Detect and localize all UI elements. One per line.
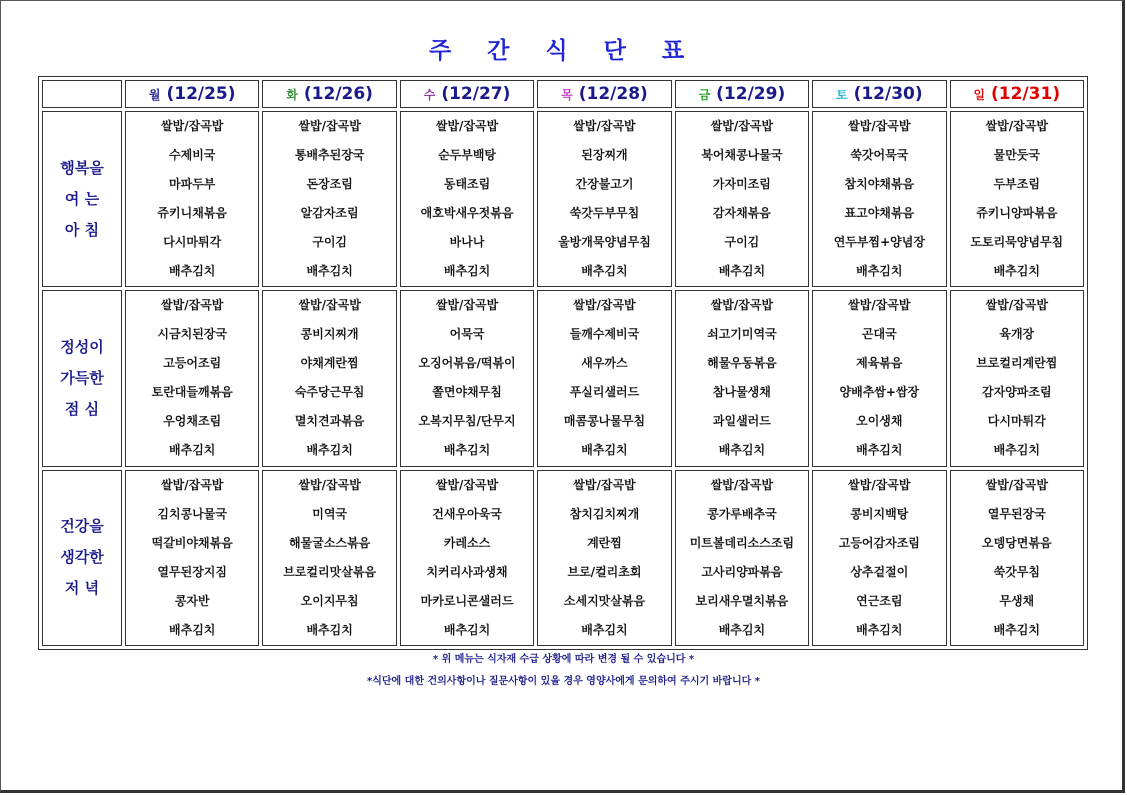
menu-item: 쑥갓무침 xyxy=(993,564,1040,579)
menu-item: 쌀밥/잡곡밥 xyxy=(710,298,774,313)
menu-item: 다시마튀각 xyxy=(163,235,222,249)
menu-item: 육개장 xyxy=(999,327,1035,342)
menu-item: 마카로니콘샐러드 xyxy=(420,593,514,608)
meal-label: 건강을 생각한 저 녁 xyxy=(42,470,122,646)
menu-cell xyxy=(675,111,809,287)
day-date: (12/31) xyxy=(991,84,1061,104)
menu-item: 두부조림 xyxy=(993,177,1040,191)
menu-item: 쌀밥/잡곡밥 xyxy=(573,477,636,492)
menu-item: 미트볼데리소스조림 xyxy=(689,535,795,550)
menu-item: 쌀밥/잡곡밥 xyxy=(985,477,1048,492)
menu-body xyxy=(42,111,1084,646)
menu-item: 제육볶음 xyxy=(856,356,903,371)
menu-cell xyxy=(950,290,1084,466)
menu-cell xyxy=(262,290,396,466)
menu-item: 치커리사과생채 xyxy=(426,564,508,579)
menu-item: 토란대들깨볶음 xyxy=(151,385,233,400)
meal-row xyxy=(42,470,1084,646)
day-icon: 토 xyxy=(835,87,848,102)
day-header xyxy=(675,80,809,108)
menu-item: 푸실리샐러드 xyxy=(569,385,640,400)
menu-item: 숙주당근무침 xyxy=(294,385,365,400)
menu-item: 배추김치 xyxy=(169,622,216,637)
menu-item: 마파두부 xyxy=(169,177,216,191)
menu-item: 열무된장지짐 xyxy=(157,564,227,579)
menu-cell xyxy=(400,111,534,287)
menu-item: 곤대국 xyxy=(861,327,897,342)
menu-item: 쌀밥/잡곡밥 xyxy=(435,298,499,313)
menu-item: 멸치견과볶음 xyxy=(294,414,365,429)
menu-item: 매콤콩나물무침 xyxy=(563,414,646,429)
day-date: (12/29) xyxy=(716,84,786,104)
day-header xyxy=(812,80,946,108)
menu-item: 순두부백탕 xyxy=(438,148,497,162)
menu-cell xyxy=(125,111,259,287)
menu-item: 오뎅당면볶음 xyxy=(981,535,1052,550)
menu-item: 참치야채볶음 xyxy=(844,177,915,191)
menu-item: 배추김치 xyxy=(993,443,1040,458)
menu-cell xyxy=(537,470,671,646)
menu-cell xyxy=(537,290,671,466)
menu-item: 들깨수제비국 xyxy=(569,327,640,342)
menu-item: 야채계란찜 xyxy=(300,356,359,371)
menu-item: 쇠고기미역국 xyxy=(707,327,777,342)
menu-cell xyxy=(537,111,671,287)
menu-item: 고등어감자조림 xyxy=(838,535,920,550)
menu-item: 간장불고기 xyxy=(575,177,634,191)
menu-cell xyxy=(262,470,396,646)
menu-item: 오복지무침/단무지 xyxy=(418,414,516,429)
meal-row xyxy=(42,111,1084,287)
menu-item: 해물굴소스볶음 xyxy=(289,535,371,550)
menu-item: 콩가루배추국 xyxy=(707,506,777,521)
menu-item: 배추김치 xyxy=(993,622,1040,637)
menu-item: 연근조림 xyxy=(856,593,903,608)
menu-item: 물만둣국 xyxy=(993,148,1040,162)
menu-cell xyxy=(812,470,946,646)
menu-item: 양배추쌈+쌈장 xyxy=(839,385,920,400)
day-header xyxy=(262,80,396,108)
page-title: 주 간 식 단 표 xyxy=(428,38,699,64)
menu-item: 열무된장국 xyxy=(987,506,1046,521)
menu-cell xyxy=(812,111,946,287)
day-icon: 일 xyxy=(973,87,986,102)
menu-item: 쌀밥/잡곡밥 xyxy=(848,119,911,133)
menu-item: 브로컬리계란찜 xyxy=(976,356,1058,371)
menu-item: 가자미조림 xyxy=(712,177,771,191)
menu-item: 무생채 xyxy=(999,593,1035,608)
weekly-menu-table xyxy=(38,76,1088,650)
menu-item: 배추김치 xyxy=(306,443,353,458)
menu-cell xyxy=(950,470,1084,646)
menu-item: 북어채콩나물국 xyxy=(701,148,783,162)
menu-item: 소세지맛살볶음 xyxy=(563,593,646,608)
menu-item: 떡갈비야채볶음 xyxy=(151,535,233,550)
day-date: (12/25) xyxy=(166,84,236,104)
menu-item: 쑥갓어묵국 xyxy=(850,148,909,162)
menu-cell xyxy=(262,111,396,287)
menu-item: 쌀밥/잡곡밥 xyxy=(435,477,499,492)
menu-item: 애호박새우젓볶음 xyxy=(420,206,514,220)
day-icon: 화 xyxy=(286,87,298,102)
menu-item: 과일샐러드 xyxy=(712,414,771,429)
menu-item: 쌀밥/잡곡밥 xyxy=(710,119,774,133)
menu-item: 쌀밥/잡곡밥 xyxy=(848,477,911,492)
day-date: (12/26) xyxy=(303,84,373,104)
menu-item: 배추김치 xyxy=(581,622,628,637)
menu-item: 쌀밥/잡곡밥 xyxy=(985,119,1048,133)
menu-cell xyxy=(675,290,809,466)
menu-item: 배추김치 xyxy=(443,443,491,458)
menu-item: 울방개묵양념무침 xyxy=(558,235,651,249)
day-date: (12/30) xyxy=(853,84,923,104)
menu-cell xyxy=(400,470,534,646)
menu-item: 보리새우멸치볶음 xyxy=(695,593,789,608)
menu-item: 우엉채조림 xyxy=(163,414,222,429)
menu-cell xyxy=(812,290,946,466)
day-date: (12/28) xyxy=(578,84,648,104)
menu-item: 고사리양파볶음 xyxy=(701,564,783,579)
menu-item: 쌀밥/잡곡밥 xyxy=(161,477,224,492)
corner-cell xyxy=(42,80,122,108)
menu-item: 구이김 xyxy=(724,235,760,249)
day-header xyxy=(400,80,534,108)
menu-cell xyxy=(675,470,809,646)
day-icon: 월 xyxy=(148,87,161,102)
menu-item: 브로컬리맛살볶음 xyxy=(283,564,376,579)
menu-item: 배추김치 xyxy=(856,622,903,637)
day-icon: 수 xyxy=(423,87,436,102)
menu-item: 쌀밥/잡곡밥 xyxy=(848,298,911,313)
menu-item: 어묵국 xyxy=(449,327,485,342)
menu-item: 감자양파조림 xyxy=(981,385,1052,400)
menu-item: 쌀밥/잡곡밥 xyxy=(985,298,1048,313)
menu-item: 쌀밥/잡곡밥 xyxy=(573,298,636,313)
menu-item: 감자채볶음 xyxy=(712,206,771,220)
menu-item: 구이김 xyxy=(312,235,348,249)
menu-cell xyxy=(125,470,259,646)
menu-item: 참치김치찌개 xyxy=(569,506,640,521)
menu-cell xyxy=(950,111,1084,287)
menu-item: 배추김치 xyxy=(856,264,903,278)
menu-item: 새우까스 xyxy=(581,356,628,371)
menu-item: 쌀밥/잡곡밥 xyxy=(710,477,774,492)
menu-item: 오이생채 xyxy=(856,414,903,429)
menu-item: 바나나 xyxy=(449,235,485,249)
day-header xyxy=(537,80,671,108)
menu-item: 쌀밥/잡곡밥 xyxy=(298,477,361,492)
menu-item: 쌀밥/잡곡밥 xyxy=(161,298,224,313)
menu-item: 배추김치 xyxy=(581,443,628,458)
notice-inquiry: *식단에 대한 건의사항이나 질문사항이 있을 경우 영양사에게 문의하여 주시기 바랍니다 * xyxy=(366,676,761,687)
menu-item: 다시마튀각 xyxy=(987,414,1046,429)
menu-item: 알감자조림 xyxy=(300,206,359,220)
menu-item: 계란찜 xyxy=(587,535,622,550)
menu-item: 카레소스 xyxy=(443,535,491,550)
day-header xyxy=(125,80,259,108)
menu-item: 쌀밥/잡곡밥 xyxy=(573,119,636,133)
menu-item: 브로/컬리초회 xyxy=(567,564,642,579)
menu-item: 상추겉절이 xyxy=(850,564,909,579)
menu-item: 배추김치 xyxy=(443,264,491,278)
menu-cell xyxy=(125,290,259,466)
menu-item: 연두부찜+양념장 xyxy=(833,235,925,249)
menu-item: 쥬키니채볶음 xyxy=(157,206,227,220)
menu-item: 쫄면야채무침 xyxy=(432,385,502,400)
menu-item: 배추김치 xyxy=(993,264,1040,278)
day-date: (12/27) xyxy=(441,84,511,104)
menu-item: 콩비지찌개 xyxy=(300,327,359,342)
menu-item: 고등어조림 xyxy=(163,356,222,371)
menu-item: 도토리묵양념무침 xyxy=(970,235,1064,249)
menu-item: 배추김치 xyxy=(718,264,766,278)
menu-item: 배추김치 xyxy=(443,622,491,637)
menu-item: 콩비지백탕 xyxy=(850,506,909,521)
menu-item: 배추김치 xyxy=(306,264,353,278)
menu-item: 된장찌개 xyxy=(581,148,628,162)
menu-item: 쑥갓두부무침 xyxy=(569,206,640,220)
menu-item: 돈장조림 xyxy=(306,177,353,191)
menu-item: 쌀밥/잡곡밥 xyxy=(298,298,361,313)
menu-item: 쌀밥/잡곡밥 xyxy=(298,119,361,133)
menu-item: 배추김치 xyxy=(169,264,216,278)
meal-row xyxy=(42,290,1084,466)
day-icon: 금 xyxy=(698,87,711,102)
menu-item: 오이지무침 xyxy=(300,593,359,608)
menu-item: 배추김치 xyxy=(581,264,628,278)
menu-item: 김치콩나물국 xyxy=(157,506,227,521)
menu-item: 배추김치 xyxy=(718,443,766,458)
menu-item: 오징어볶음/떡볶이 xyxy=(418,356,516,371)
menu-item: 동태조림 xyxy=(443,177,491,191)
day-icon: 목 xyxy=(561,87,573,102)
day-header-row xyxy=(42,80,1084,108)
menu-item: 통배추된장국 xyxy=(294,148,365,162)
menu-item: 콩자반 xyxy=(174,593,210,608)
menu-item: 쥬키니양파볶음 xyxy=(976,206,1058,220)
menu-cell xyxy=(400,290,534,466)
meal-label: 행복을 여 는 아 침 xyxy=(42,111,122,287)
menu-item: 미역국 xyxy=(312,506,348,521)
menu-item: 배추김치 xyxy=(718,622,766,637)
menu-item: 쌀밥/잡곡밥 xyxy=(161,119,224,133)
menu-item: 배추김치 xyxy=(169,443,216,458)
menu-item: 표고야채볶음 xyxy=(844,206,915,220)
menu-item: 시금치된장국 xyxy=(157,327,227,342)
menu-item: 참나물생채 xyxy=(712,385,771,400)
menu-item: 해물우동볶음 xyxy=(707,356,777,371)
menu-item: 배추김치 xyxy=(306,622,353,637)
menu-item: 배추김치 xyxy=(856,443,903,458)
menu-item: 쌀밥/잡곡밥 xyxy=(435,119,499,133)
notice-change: * 위 메뉴는 식자재 수급 상황에 따라 변경 될 수 있습니다 * xyxy=(432,654,695,665)
menu-item: 건새우아욱국 xyxy=(432,506,502,521)
day-header xyxy=(950,80,1084,108)
menu-item: 수제비국 xyxy=(169,148,216,162)
meal-label: 정성이 가득한 점 심 xyxy=(42,290,122,466)
